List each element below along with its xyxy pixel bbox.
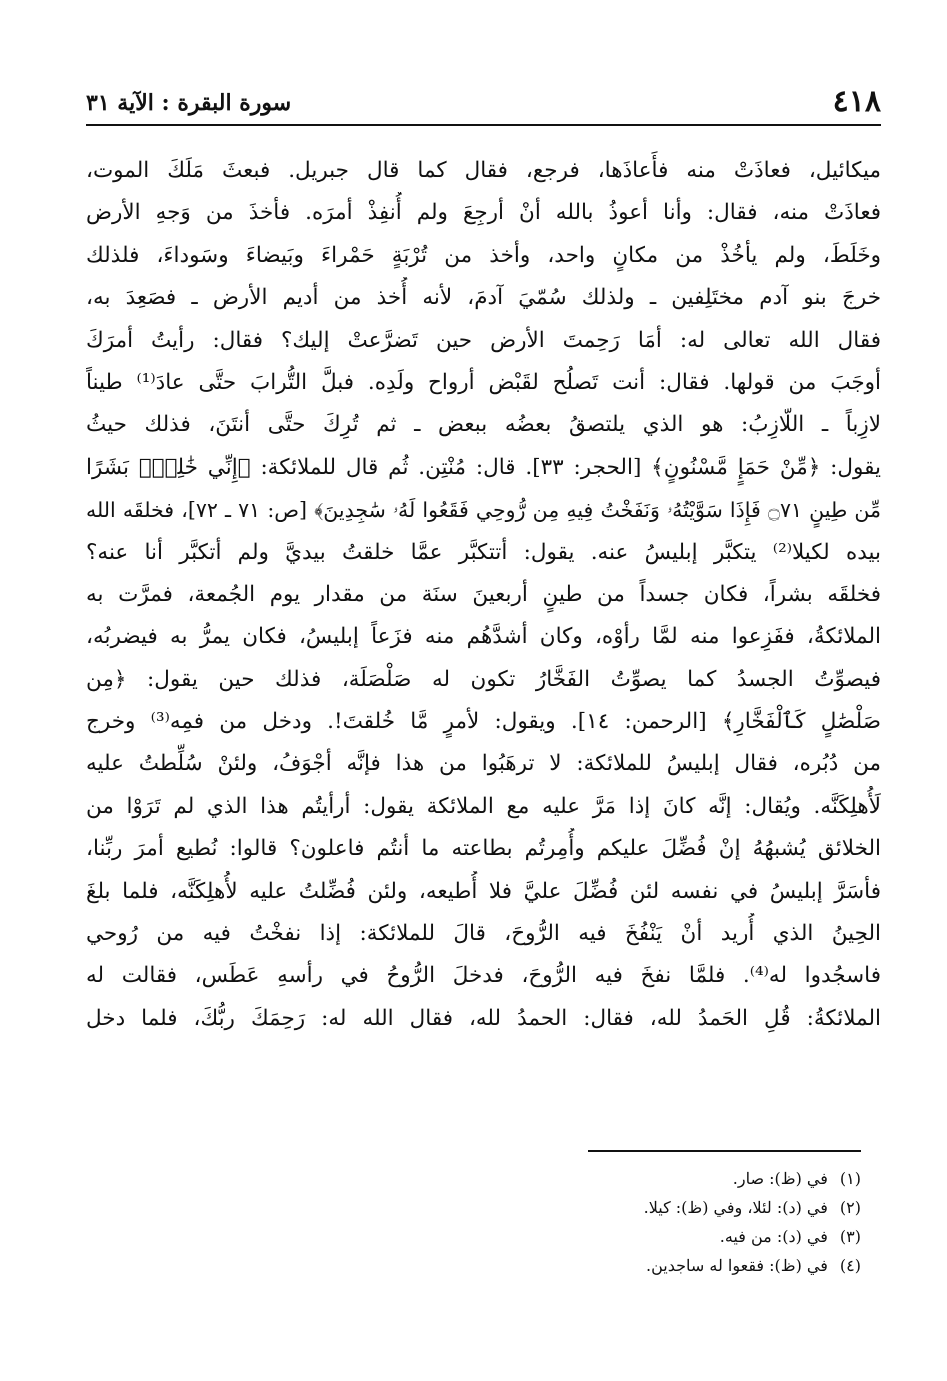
footnote — [66, 1251, 861, 1280]
footnote-number: (١) — [839, 1169, 861, 1188]
text-line: فأسَرَّ إبليسُ في نفسه لئن فُضِّلَ عليَّ فلا أُطيعه، ولئن فُضِّلتُ عليه لأُهلِكَنَّه، فلما بلغَ — [86, 878, 881, 904]
text-line: فعاذَتْ منه، فقال: وأنا أعوذُ بالله أنْ أرجِعَ ولم أُنفِذْ أمرَه. فأخذَ من وَجهِ الأرض — [86, 200, 881, 226]
text-line: خرجَ بنو آدم مختَلِفين ـ ولذلك سُمّيَ آدمَ، لأنه أُخذ من أديم الأرض ـ فصَعِدَ به، — [86, 285, 881, 311]
text-line: الحِينُ الذي أُريد أنْ يَنْفُخَ فيه الرُّوحَ، قالَ للملائكة: إذا نفخْتُ فيه من رُوحي — [86, 921, 881, 947]
text-line: الخلائق يُشبهُهُ إنْ فُضِّلَ عليكم وأُمِرتُم بطاعته ما أنتُم فاعلون؟ قالوا: نُطيع أمرَ ربِّنا، — [86, 836, 881, 862]
page-number: ٤١٨ — [832, 84, 881, 119]
text-line: فاسجُدوا له⁽⁴⁾. فلمَّا نفخَ فيه الرُّوحَ، فدخلَ الرُّوحُ في رأسهِ عَطَس، فقالت له — [86, 963, 881, 989]
running-title: سورة البقرة : الآية ٣١ — [86, 90, 292, 116]
text-line: فيصوِّتُ الجسدُ كما يصوِّتُ الفَخَّارُ تكون له صَلْصَلَة، فذلك حين يقول: ﴿مِن — [86, 666, 881, 692]
text-line: يقول: ﴿مِّنْ حَمَإٍ مَّسْنُونٍ﴾ [الحجر: ٣٣]. قال: مُنْتِن. ثُم قال للملائكة: ﴿إِنِّي خَٰلِقُۢ بَشَرًا — [86, 454, 881, 480]
footnote-text: في (د): من فيه. — [719, 1227, 828, 1246]
header-rule — [86, 124, 881, 126]
footnote — [66, 1193, 861, 1222]
footnote-text: في (ظ): صار. — [732, 1169, 828, 1188]
text-line: لازِباً ـ اللّازِبُ: هو الذي يلتصقُ بعضُه ببعض ـ ثم تُرِكَ حتَّى أنتَنَ، فذلك حيثُ — [86, 412, 881, 438]
footnote-rule — [588, 1150, 861, 1152]
page-header — [86, 74, 881, 124]
footnote — [66, 1222, 861, 1251]
text-line: بيده لكيلا⁽²⁾ يتكبَّر إبليسُ عنه. يقول: أتتكبَّر عمَّا خلقتُ بيديَّ ولم أتكبَّر أنا عنه؟ — [86, 539, 881, 565]
text-line: صَلْصَٰلٍ كَٱلْفَخَّارِ﴾ [الرحمن: ١٤]. ويقول: لأمرٍ مَّا خُلقتَ!. ودخل من فمِه⁽³⁾ وخرج — [86, 709, 881, 735]
text-line: لَأُهلِكَنَّه. ويُقال: إنَّه كانَ إذا مَرَّ عليه مع الملائكة يقول: أرأيتُم هذا الذي لم تَرَوْا من — [86, 793, 881, 819]
text-line: فخلقَه بشراً، فكان جسداً من طينٍ أربعينَ سنَة من مقدار يوم الجُمعة، فمرَّت به — [86, 581, 881, 607]
text-line: أوجَبَ من قولها. فقال: أنت تَصلُح لقَبْض أرواح ولَدِه. فبلَّ التُّرابَ حتَّى عادَ⁽¹⁾ طيناً — [86, 369, 881, 395]
text-line: الملائكةُ، ففَزِعوا منه لمَّا رأوْه، وكان أشدَّهُم منه فزَعاً إبليسُ، فكان يمرُّ به فيضربُه، — [86, 624, 881, 650]
footnote-text: في (د): لئلا، وفي (ظ): كيلا. — [643, 1198, 828, 1217]
text-line: وخَلَطَ، ولم يأخُذْ من مكانٍ واحد، وأخذ من تُرْبَةٍ حَمْراءَ وبَيضاءَ وسَوداءَ، فلذلك — [86, 242, 881, 268]
footnote — [66, 1164, 861, 1193]
text-line: مِّن طِينٍ ۝٧١ فَإِذَا سَوَّيْتُهُۥ وَنَفَخْتُ فِيهِ مِن رُّوحِي فَقَعُوا لَهُۥ سَٰجِدِينَ﴾ [ص: ٧١ ـ ٧٢]، فخلقَه الله — [86, 498, 881, 523]
text-line: الملائكةُ: قُلِ الحَمدُ لله، فقال: الحمدُ لله، فقال الله له: رَحِمَكَ ربُّكَ، فلما دخل — [86, 1005, 881, 1031]
text-line: فقال الله تعالى له: أمَا رَحِمتَ الأرض حين تَضرَّعتْ إليك؟ فقال: رأيتُ أمرَكَ — [86, 327, 881, 353]
footnote-number: (٤) — [839, 1256, 861, 1275]
footnote-text: في (ظ): فقعوا له ساجدين. — [645, 1256, 828, 1275]
footnote-number: (٣) — [839, 1227, 861, 1246]
footnotes — [66, 1164, 861, 1280]
text-line: من دُبُره، فقال إبليسُ للملائكة: لا ترهَبُوا من هذا فإنَّه أجْوَفُ، ولئنْ سُلِّطتُ عليه — [86, 751, 881, 777]
main-text — [86, 150, 881, 1040]
footnote-number: (٢) — [839, 1198, 861, 1217]
text-line: ميكائيل، فعاذَتْ منه فأَعاذَها، فرجع، فقال كما قال جبريل. فبعثَ مَلَكَ الموت، — [86, 158, 881, 183]
